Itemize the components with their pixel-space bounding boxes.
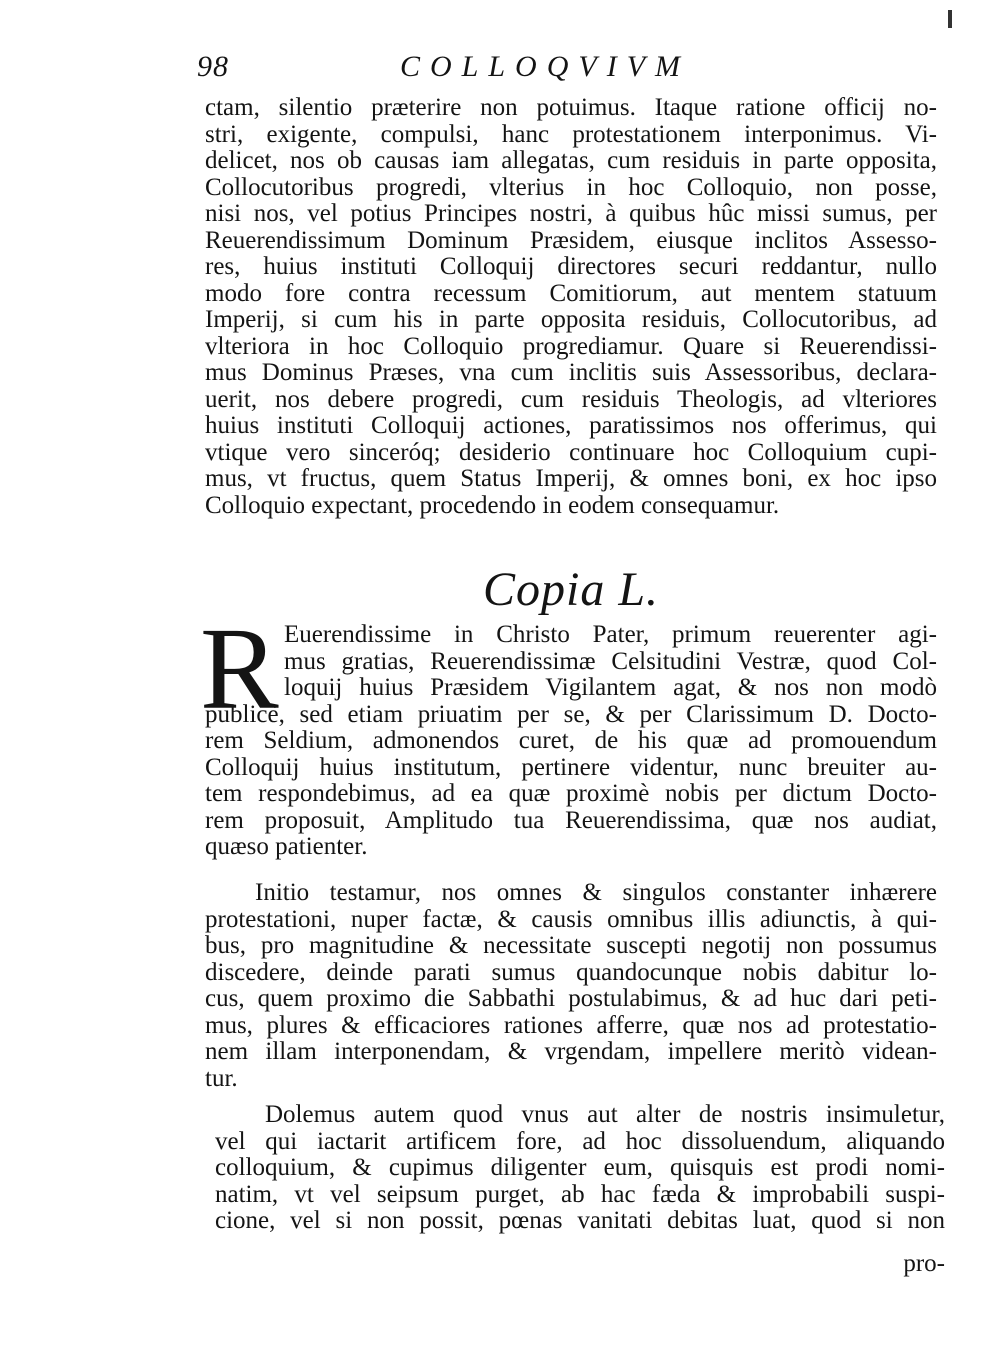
text-line: tem respondebimus, ad ea quæ proximè nobis per dictum Docto-: [205, 781, 937, 807]
drop-cap: R: [200, 603, 279, 734]
text-line: protestationi, nuper factæ, & causis omnibus illis adiunctis, à qui-: [205, 906, 937, 933]
text-line: nisi nos, vel potius Principes nostri, à quibus hûc missi sumus, per: [205, 201, 937, 227]
text-line: nem illam interponendam, & vrgendam, impellere meritò videan-: [205, 1039, 937, 1065]
text-line: Imperij, si cum his in parte opposita residuis, Collocutoribus, ad: [205, 307, 937, 333]
text-line: res, huius instituti Colloquij directores securi reddantur, nullo: [205, 254, 937, 280]
text-line: rem proposuit, Amplitudo tua Reuerendissima, quæ nos audiat,: [205, 807, 937, 834]
text-block-top: [205, 95, 937, 519]
text-line: natim, vt vel seipsum purget, ab hac fæda & improbabili suspi-: [215, 1181, 945, 1208]
text-line: bus, pro magnitudine & necessitate suscepti negotij non possumus: [205, 933, 937, 959]
text-line: Initio testamur, nos omnes & singulos constanter inhærere: [255, 880, 937, 906]
text-block-paragraph-3: [215, 1102, 945, 1235]
text-line: delicet, nos ob causas iam allegatas, cum residuis in parte opposita,: [205, 148, 937, 174]
text-line: rem Seldium, admonendos curet, de his quæ ad promouendum: [205, 728, 937, 754]
text-line: tur.: [205, 1065, 238, 1092]
text-line: quæso patienter.: [205, 834, 368, 860]
text-line: modo fore contra recessum Comitiorum, aut mentem statuum: [205, 280, 937, 307]
text-line: mus Dominus Præses, vna cum inclitis suis Assessoribus, declara-: [205, 360, 937, 386]
text-line: cus, quem proximo die Sabbathi postulabimus, & ad huc dari peti-: [205, 986, 937, 1012]
text-line: uerit, nos debere progredi, cum residuis Theologis, ad vlteriores: [205, 386, 937, 413]
text-line: ctam, silentio præterire non potuimus. Itaque ratione officij no-: [205, 95, 937, 121]
text-line: mus, vt fructus, quem Status Imperij, & omnes boni, ex hoc ipso: [205, 466, 937, 492]
corner-mark: [948, 10, 952, 28]
text-line: Collocutoribus progredi, vlterius in hoc Colloquio, non posse,: [205, 174, 937, 201]
text-line: vtique vero sinceróq; desiderio continuare hoc Colloquium cupi-: [205, 439, 937, 466]
text-line: cione, vel si non possit, pœnas vanitati debitas luat, quod si non: [215, 1208, 945, 1234]
text-line: mus, plures & efficaciores rationes afferre, quæ nos ad protestatio-: [205, 1012, 937, 1039]
text-block-drop-cap: [284, 622, 937, 702]
text-line: vlteriora in hoc Colloquio progrediamur. Quare si Reuerendissi-: [205, 333, 937, 360]
text-line: Colloquio expectant, procedendo in eodem consequamur.: [205, 492, 780, 519]
catchword: pro-: [903, 1250, 945, 1277]
text-line: colloquium, & cupimus diligenter eum, quisquis est prodi nomi-: [215, 1155, 945, 1181]
text-line: loquij huius Præsidem Vigilantem agat, & nos non modò: [284, 675, 937, 701]
text-line: Euerendissime in Christo Pater, primum reuerenter agi-: [284, 622, 937, 648]
text-line: publicè, sed etiam priuatim per se, & per Clarissimum D. Docto-: [205, 701, 937, 728]
text-line: Dolemus autem quod vnus aut alter de nostris insimuletur,: [265, 1102, 945, 1128]
text-line: stri, exigente, compulsi, hanc protestationem interponimus. Vi-: [205, 121, 937, 148]
text-block-paragraph-2: [205, 880, 937, 1092]
running-title: COLLOQVIVM: [400, 50, 691, 83]
text-line: Reuerendissimum Dominum Præsidem, eiusque inclitos Assesso-: [205, 227, 937, 254]
text-line: mus gratias, Reuerendissimæ Celsitudini Vestræ, quod Col-: [284, 648, 937, 675]
text-block-paragraph-1: [205, 702, 937, 861]
text-line: huius instituti Colloquij actiones, paratissimos nos offerimus, qui: [205, 413, 937, 439]
page-number: 98: [197, 50, 229, 83]
text-line: discedere, deinde parati sumus quandocunque nobis dabitur lo-: [205, 959, 937, 986]
text-line: vel qui iactarit artificem fore, ad hoc dissoluendum, aliquando: [215, 1128, 945, 1155]
section-heading: Copia L.: [482, 563, 660, 616]
text-line: Colloquij huius institutum, pertinere videntur, nunc breuiter au-: [205, 754, 937, 781]
